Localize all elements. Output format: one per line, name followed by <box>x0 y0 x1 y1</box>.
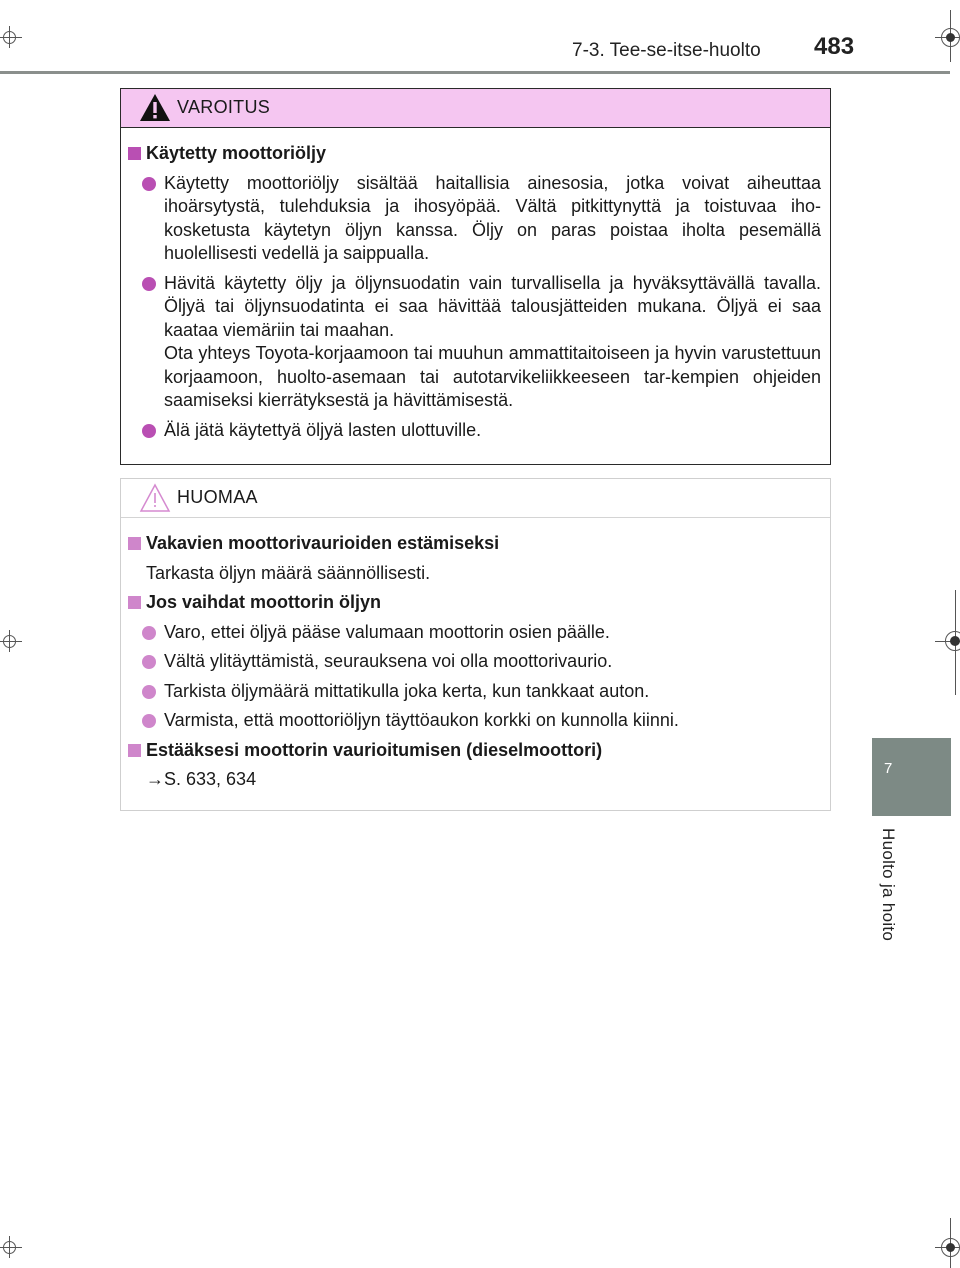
warning-bullet <box>128 172 821 266</box>
warning-bullet-continuation <box>128 342 821 413</box>
warning-triangle-icon <box>138 92 172 124</box>
notice-heading-text: Vakavien moottorivaurioiden estämiseksi <box>146 533 500 553</box>
warning-box <box>120 88 831 465</box>
warning-bullet-text: Älä jätä käytettyä öljyä lasten ulottuville. <box>164 419 482 440</box>
notice-label: HUOMAA <box>177 487 258 507</box>
warning-heading <box>128 142 821 166</box>
page-reference[interactable] <box>128 768 821 792</box>
arrow-right-icon: → <box>146 769 164 789</box>
section-title: 7-3. Tee-se-itse-huolto <box>572 40 761 61</box>
round-bullet-icon <box>142 685 156 699</box>
notice-bullet-text: Tarkista öljymäärä mittatikulla joka kerta, kun tankkaat auton. <box>164 680 650 701</box>
notice-heading <box>128 532 821 556</box>
notice-heading-text: Jos vaihdat moottorin öljyn <box>146 592 382 612</box>
notice-bullet-text: Vältä ylitäyttämistä, seurauksena voi olla moottorivaurio. <box>164 651 613 671</box>
notice-bullet-text: Varo, ettei öljyä pääse valumaan moottorin osien päälle. <box>164 621 610 642</box>
notice-bullet-text: Varmista, että moottoriöljyn täyttöaukon korkki on kunnolla kiinni. <box>164 710 679 730</box>
notice-bullet <box>128 709 821 733</box>
square-bullet-icon <box>128 596 141 609</box>
notice-heading <box>128 739 821 763</box>
notice-header <box>121 479 830 518</box>
notice-bullet <box>128 680 821 704</box>
round-bullet-icon <box>142 655 156 669</box>
notice-box <box>120 478 831 811</box>
warning-label: VAROITUS <box>177 97 271 117</box>
header-divider <box>0 71 950 74</box>
square-bullet-icon <box>128 147 141 160</box>
warning-bullet <box>128 419 821 443</box>
notice-text: Tarkasta öljyn määrä säännöllisesti. <box>146 562 431 583</box>
warning-bullet-text: Hävitä käytetty öljy ja öljynsuodatin vain turvallisella ja hyväksyttävällä tavalla. Öljyä tai öljynsuodatinta ei saa hävittää talousjätteiden mukana. Öljyä ei saa kaataa viemäriin tai maahan. <box>164 272 821 340</box>
chapter-tab <box>872 738 951 816</box>
notice-heading <box>128 591 821 615</box>
chapter-title: Huolto ja hoito <box>879 828 898 942</box>
warning-bullet-text: Käytetty moottoriöljy sisältää haitallisia ainesosia, jotka voivat aiheuttaa ihoärsytystä, tulehduksia ja ihosyöpää. Vältä pitkittynyttä ja toistuvaa iho-kosketusta käytetyn öljyn kanssa. Öljy on paras poistaa iholta pesemällä huolellisesti vedellä ja saippualla. <box>164 172 821 263</box>
chapter-number: 7 <box>884 760 893 777</box>
notice-heading-text: Estääksesi moottorin vaurioitumisen (dieselmoottori) <box>146 739 603 760</box>
round-bullet-icon <box>142 277 156 291</box>
round-bullet-icon <box>142 626 156 640</box>
page-reference-text: S. 633, 634 <box>164 769 257 789</box>
warning-bullet-continuation-text: Ota yhteys Toyota-korjaamoon tai muuhun ammattitaitoiseen ja hyvin varustettuun korjaamoon, huolto-asemaan tai autotarvikeliikkeeseen tar-kempien ohjeiden saamiseksi kierrätyksestä ja hävittämisestä. <box>164 343 821 410</box>
round-bullet-icon <box>142 424 156 438</box>
square-bullet-icon <box>128 744 141 757</box>
page-number: 483 <box>814 33 855 60</box>
notice-bullet <box>128 621 821 645</box>
warning-header <box>121 89 830 128</box>
square-bullet-icon <box>128 537 141 550</box>
warning-heading-text: Käytetty moottoriöljy <box>146 143 327 163</box>
caution-triangle-outline-icon <box>138 482 172 514</box>
round-bullet-icon <box>142 714 156 728</box>
warning-body <box>121 128 830 442</box>
warning-bullet <box>128 272 821 343</box>
notice-body <box>121 518 830 792</box>
notice-bullet <box>128 650 821 674</box>
round-bullet-icon <box>142 177 156 191</box>
